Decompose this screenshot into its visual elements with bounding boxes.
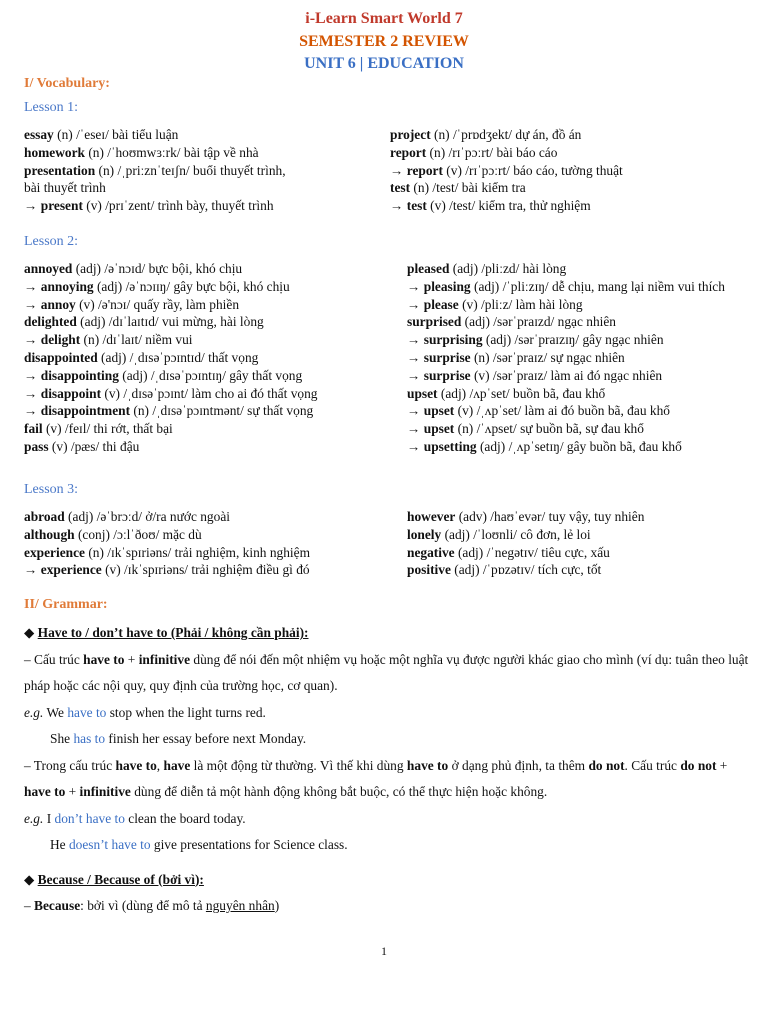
vocab-entry [407,544,747,562]
vocab-definition: (adj) /ˌʌpˈsetɪŋ/ gây buồn bã, đau khổ [476,438,682,454]
vocab-word: surprise [423,349,471,365]
vocab-definition: (v) /sərˈpraɪz/ làm ai đó ngạc nhiên [470,367,663,383]
vocab-word: positive [407,562,451,578]
dont-have-to-explanation: – Trong cấu trúc have to, have là một động từ thường. Vì thế khi dùng have to ở dạng phủ định, ta thêm do not. Cấu trúc do not + have to + infinitive dùng để diễn tả một hành động không bắt buộc, có thể thực hiện hoặc không. [24,757,728,799]
have-to-heading: Have to / don’t have to (Phải / không cần phải): [37,625,309,640]
vocab-definition: (n) /dɪˈlaɪt/ niềm vui [80,332,193,348]
vocab-definition: (n) /ˈʌpset/ sự buồn bã, sự đau khổ [454,421,644,437]
vocab-entry [390,162,750,180]
example-1: e.g. We have to stop when the light turns red. [24,704,266,720]
vocab-entry [407,508,747,526]
vocab-definition: (adj) /sərˈpraɪzɪŋ/ gây ngạc nhiên [482,332,664,348]
vocab-entry [24,331,394,349]
arrow-right-icon: → [24,367,38,383]
arrow-right-icon: → [24,296,38,312]
vocab-word: report [390,144,427,160]
vocab-definition: (n) /ˌdɪsəˈpɔɪntmənt/ sự thất vọng [130,403,314,419]
lesson-3-left-column [24,508,394,579]
vocab-entry [24,367,394,385]
vocab-entry [407,331,747,349]
vocabulary-heading: I/ Vocabulary: [24,76,110,91]
diamond-bullet-icon: ◆ [24,871,35,887]
lesson-3-right-column [407,508,747,579]
vocab-word: although [24,526,75,542]
arrow-right-icon: → [24,562,38,578]
vocab-definition: (v) /rɪˈpɔːrt/ báo cáo, tường thuật [442,162,623,178]
vocab-definition: (n) /ˈeseɪ/ bài tiểu luận [53,127,179,142]
vocab-word: disappointment [40,403,131,419]
vocab-definition: (adj) /dɪˈlaɪtɪd/ vui mừng, hài lòng [76,314,264,330]
vocab-definition: (v) /pliːz/ làm hài lòng [458,296,583,312]
vocab-entry [24,179,384,197]
vocab-word: disappointing [40,367,119,383]
arrow-right-icon: → [24,278,38,294]
vocab-word: pleased [407,261,450,276]
lesson-2-right-column [407,260,747,456]
arrow-right-icon: → [407,421,421,437]
vocab-entry [407,526,747,544]
vocab-definition: (adj) /ʌpˈset/ buồn bã, đau khổ [437,385,606,401]
vocab-definition: (adj) /ˌdɪsəˈpɔɪntɪd/ thất vọng [97,349,259,365]
lesson-1-title: Lesson 1: [24,100,79,115]
vocab-word: surprising [423,332,483,348]
vocab-word: pleasing [423,278,471,294]
vocab-word: upsetting [423,438,477,454]
vocab-entry [390,197,750,215]
arrow-right-icon: → [24,198,38,214]
arrow-right-icon: → [24,403,38,419]
vocab-word: pass [24,438,49,454]
vocab-entry [24,126,384,144]
vocab-word: annoy [40,296,76,312]
vocab-entry [390,179,750,197]
vocab-word: project [390,127,431,142]
vocab-entry [24,544,394,562]
example-2: She has to finish her essay before next Monday. [50,731,307,746]
arrow-right-icon: → [407,296,421,312]
example-4: He doesn’t have to give presentations for Science class. [50,837,348,852]
arrow-right-icon: → [24,332,38,348]
vocab-word: please [423,296,459,312]
vocab-word: upset [423,403,455,419]
vocab-entry [407,420,747,438]
vocab-entry [390,126,750,144]
arrow-right-icon: → [407,349,421,365]
arrow-right-icon: → [390,198,404,214]
arrow-right-icon: → [407,332,421,348]
vocab-word: experience [24,544,85,560]
vocab-definition: bài thuyết trình [24,180,106,196]
vocab-word: upset [407,385,438,401]
vocab-word: delighted [24,314,77,330]
vocab-entry [24,313,394,331]
lesson-1-left-column [24,126,384,215]
vocab-entry [407,402,747,420]
vocab-word: homework [24,144,85,160]
vocab-definition: (v) /ə'nɔɪ/ quấy rầy, làm phiền [75,296,240,312]
vocab-definition: (n) /rɪˈpɔːrt/ bài báo cáo [426,144,558,160]
grammar-heading: II/ Grammar: [24,597,108,612]
vocab-word: experience [40,562,102,578]
vocab-definition: (adj) /ˈnegətɪv/ tiêu cực, xấu [454,544,610,560]
vocab-entry [407,367,747,385]
vocab-definition: (v) /pæs/ thi đậu [48,438,140,454]
vocab-entry [24,508,394,526]
lesson-2-title: Lesson 2: [24,234,79,249]
vocab-word: lonely [407,526,442,542]
vocab-word: abroad [24,509,65,524]
vocab-entry [24,197,384,215]
vocab-entry [24,385,394,403]
because-explanation: – Because: bởi vì (dùng để mô tả nguyên nhân) [24,898,280,913]
vocab-definition: (n) /ˈprɒdʒekt/ dự án, đồ án [430,127,582,142]
vocab-entry [407,561,747,579]
vocab-entry [407,278,747,296]
vocab-entry [390,144,750,162]
because-heading: Because / Because of (bởi vì): [37,871,204,887]
vocab-entry [24,349,394,367]
vocab-word: presentation [24,162,96,178]
vocab-definition: (conj) /ɔːlˈðoʊ/ mặc dù [74,526,202,542]
vocab-word: test [390,180,411,196]
vocab-entry [24,526,394,544]
example-3: e.g. I don’t have to clean the board today. [24,810,246,826]
vocab-entry [24,162,384,180]
header-semester: SEMESTER 2 REVIEW [299,33,469,50]
vocab-definition: (adj) /ˈpɒzətɪv/ tích cực, tốt [450,562,602,578]
vocab-word: present [40,198,83,214]
grammar-heading-because [24,867,754,894]
vocab-entry [24,260,394,278]
vocab-definition: (v) /ɪkˈspɪriəns/ trải nghiệm điều gì đó [101,562,310,578]
vocab-entry [407,438,747,456]
vocab-entry [407,349,747,367]
vocab-definition: (adj) /ˌdɪsəˈpɔɪntɪŋ/ gây thất vọng [118,367,303,383]
vocab-word: delight [40,332,81,348]
arrow-right-icon: → [407,403,421,419]
vocab-word: test [406,198,427,214]
grammar-body [24,620,754,920]
page-number: 1 [381,944,387,958]
vocab-entry [24,144,384,162]
arrow-right-icon: → [390,162,404,178]
header-title: i-Learn Smart World 7 [305,10,463,27]
arrow-right-icon: → [407,367,421,383]
vocab-entry [24,278,394,296]
vocab-entry [24,438,394,456]
vocab-entry [24,420,394,438]
lesson-2-left-column [24,260,394,456]
vocab-definition: (adj) /sərˈpraɪzd/ ngạc nhiên [461,314,616,330]
vocab-definition: (v) /ˌʌpˈset/ làm ai đó buồn bã, đau khổ [454,403,670,419]
vocab-word: fail [24,421,43,437]
vocab-definition: (v) /test/ kiểm tra, thử nghiệm [426,198,591,214]
vocab-definition: (adj) /pliːzd/ hài lòng [449,261,567,276]
arrow-right-icon: → [24,385,38,401]
vocab-entry [407,313,747,331]
lesson-1-right-column [390,126,750,215]
header-unit: UNIT 6 | EDUCATION [304,55,464,72]
have-to-explanation: – Cấu trúc have to + infinitive dùng để nói đến một nhiệm vụ hoặc một nghĩa vụ được người khác giao cho mình (ví dụ: tuân theo luật pháp hoặc các nội quy, quy định của trường học, cơ quan). [24,651,749,693]
vocab-word: surprise [423,367,471,383]
vocab-definition: (adv) /haʊˈevər/ tuy vậy, tuy nhiên [455,509,645,524]
arrow-right-icon: → [407,438,421,454]
vocab-definition: (adj) /əˈnɔɪd/ bực bội, khó chịu [72,261,243,276]
vocab-definition: (adj) /ˈloʊnli/ cô đơn, lẻ loi [441,526,591,542]
vocab-entry [407,260,747,278]
vocab-word: surprised [407,314,462,330]
vocab-definition: (n) /sərˈpraɪz/ sự ngạc nhiên [470,349,625,365]
vocab-word: essay [24,127,54,142]
vocab-word: annoying [40,278,94,294]
vocab-definition: (v) /feɪl/ thi rớt, thất bại [42,421,173,437]
vocab-word: upset [423,421,455,437]
vocab-definition: (n) /test/ bài kiểm tra [410,180,526,196]
arrow-right-icon: → [407,278,421,294]
vocab-definition: (n) /ɪkˈspɪriəns/ trải nghiệm, kinh nghiệm [84,544,310,560]
vocab-definition: (adj) /əˈnɔɪɪŋ/ gây bực bội, khó chịu [93,278,290,294]
vocab-definition: (v) /ˌdɪsəˈpɔɪnt/ làm cho ai đó thất vọng [101,385,318,401]
vocab-word: annoyed [24,261,73,276]
vocab-word: however [407,509,456,524]
vocab-entry [407,296,747,314]
vocab-definition: (n) /ˌpriːznˈteɪʃn/ buổi thuyết trình, [95,162,286,178]
vocab-entry [24,402,394,420]
vocab-definition: (v) /prɪˈzent/ trình bày, thuyết trình [82,198,274,214]
vocab-entry [24,296,394,314]
lesson-3-title: Lesson 3: [24,482,79,497]
vocab-definition: (adj) /əˈbrɔːd/ ở/ra nước ngoài [64,509,230,524]
vocab-entry [407,385,747,403]
vocab-definition: (n) /ˈhoʊmwɜːrk/ bài tập về nhà [85,144,259,160]
vocab-word: report [406,162,443,178]
vocab-entry [24,561,394,579]
diamond-bullet-icon: ◆ [24,625,35,640]
vocab-word: disappoint [40,385,102,401]
vocab-word: negative [407,544,455,560]
grammar-heading-have-to [24,620,754,647]
vocab-definition: (adj) /ˈpliːzɪŋ/ dễ chịu, mang lại niềm vui thích [470,278,725,294]
vocab-word: disappointed [24,349,98,365]
